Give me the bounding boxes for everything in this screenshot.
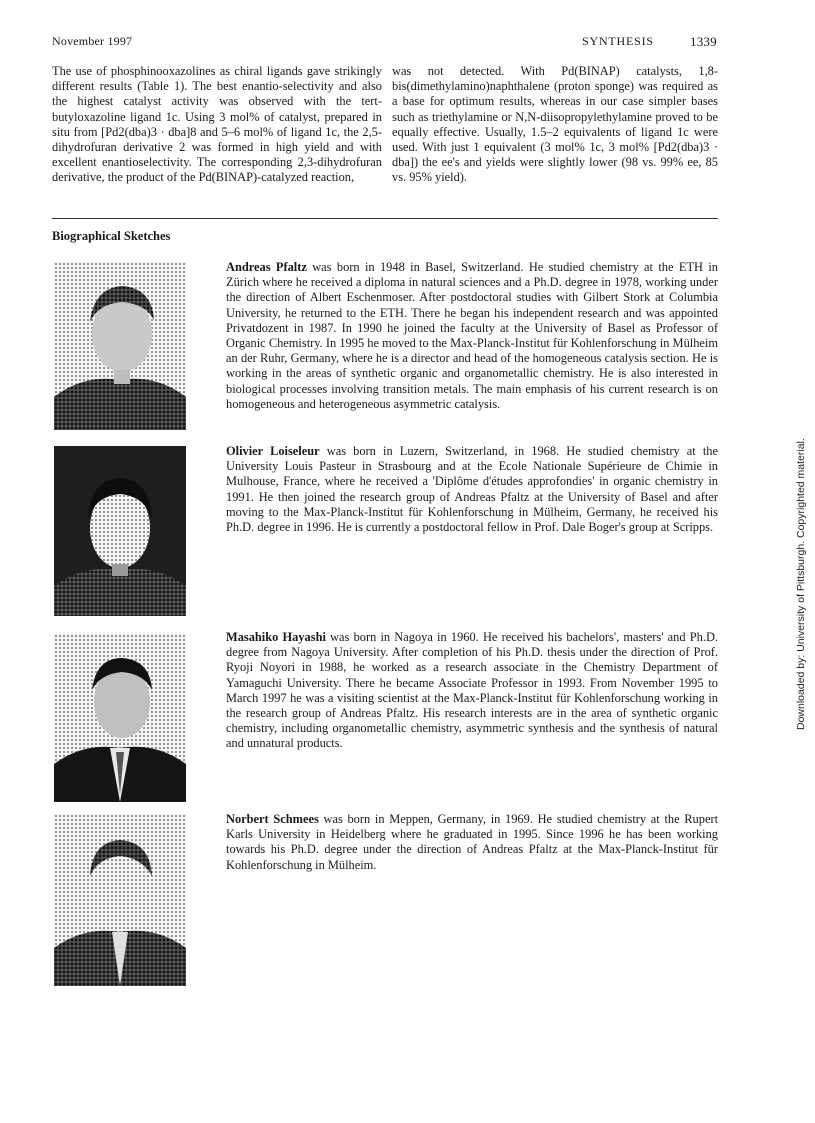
section-divider — [52, 218, 718, 219]
bio-paragraph — [226, 260, 718, 412]
body-text-right-column: was not detected. With Pd(BINAP) catalysts, 1,8-bis(dimethylamino)naphthalene (proton sponge) was required as a base for optimum results, whereas in our case simpler bases such as triethylamine or N,N-diisopropylethylamine proved to be equally effective. Usually, 1.5–2 equivalents of ligand 1c were used. With just 1 equivalent (3 mol% 1c, 3 mol% [Pd2(dba)3 · dba]) the ee's and yields were slightly lower (98 vs. 99% ee, 85 vs. 95% yield). — [392, 64, 718, 185]
running-header-journal: SYNTHESIS — [582, 34, 654, 48]
bio-text: was born in Nagoya in 1960. He received his bachelors', masters' and Ph.D. degree from Nagoya University. After completion of his Ph.D. thesis under the direction of Prof. Ryoji Noyori in 1988, he worked as a research associate in the Chemistry Department of Yamaguchi University. There he became Associate Professor in 1993. From November 1995 to March 1997 he was a visiting scientist at the Max-Planck-Institut für Kohlenforschung working in the research group of Andreas Pfaltz. His research interests are in the area of synthetic organic chemistry, including organometallic chemistry, asymmetric synthesis and the synthesis of natural and unnatural products. — [226, 630, 718, 751]
bio-text: was born in 1948 in Basel, Switzerland. He studied chemistry at the ETH in Zürich where he received a diploma in natural sciences and a Ph.D. degree in 1978, working under the direction of Albert Eschenmoser. After postdoctoral studies with Gilbert Stork at Columbia University, he returned to the ETH. There he began his independent research and was appointed Privatdozent in 1987. In 1990 he joined the faculty at the University of Basel as Professor of Organic Chemistry. In 1995 he moved to the Max-Planck-Institut für Kohlenforschung in Mülheim an der Ruhr, Germany, where he is a director and head of the homogeneous catalysis section. He is working in the areas of synthetic organic and organometallic chemistry. He is also interested in biological processes involving transition metals. The main emphasis of his current research is on homogeneous and heterogeneous asymmetric catalysis. — [226, 260, 718, 411]
bio-paragraph — [226, 812, 718, 873]
portrait-photo — [54, 634, 186, 802]
page-number: 1339 — [690, 34, 717, 49]
bio-name: Olivier Loiseleur — [226, 444, 320, 458]
bio-name: Andreas Pfaltz — [226, 260, 307, 274]
bio-text: was born in Luzern, Switzerland, in 1968. He studied chemistry at the University Louis Pasteur in Strasbourg and at the Ecole Nationale Supérieure de Chimie in Mulhouse, France, where he received a 'Diplôme d'études approfondies' in organic chemistry in 1991. He then joined the research group of Andreas Pfaltz at the University of Basel and after moving to the Max-Planck-Institut für Kohlenforschung in Mülheim, Germany, he received his Ph.D. degree in 1996. He is currently a postdoctoral fellow in Prof. Dale Boger's group at Scripps. — [226, 444, 718, 535]
bio-name: Masahiko Hayashi — [226, 630, 326, 644]
body-text-left-column: The use of phosphinooxazolines as chiral ligands gave strikingly different results (Table 1). The best enantio-selectivity and also the highest catalyst activity was observed with the tert-butyloxazoline ligand 1c. Using 3 mol% of catalyst, prepared in situ from [Pd2(dba)3 · dba]8 and 5–6 mol% of ligand 1c, the 2,5-dihydrofuran derivative 2 was formed in high yield and with excellent enantioselectivity. The corresponding 2,3-dihydrofuran derivative, the product of the Pd(BINAP)-catalyzed reaction, — [52, 64, 382, 185]
portrait-photo — [54, 446, 186, 616]
portrait-photo — [54, 262, 186, 430]
bio-name: Norbert Schmees — [226, 812, 319, 826]
bio-text: was born in Meppen, Germany, in 1969. He studied chemistry at the Rupert Karls University in Heidelberg where he graduated in 1995. Since 1996 he has been working towards his Ph.D. degree under the direction of Andreas Pfaltz at the Max-Planck-Institut für Kohlenforschung in Mülheim. — [226, 812, 719, 872]
running-header-date: November 1997 — [52, 34, 133, 48]
bio-paragraph — [226, 630, 718, 752]
bio-paragraph — [226, 444, 718, 535]
portrait-photo — [54, 814, 186, 986]
download-notice: Downloaded by: University of Pittsburgh. Copyrighted material. — [795, 438, 807, 730]
section-title: Biographical Sketches — [52, 229, 171, 243]
